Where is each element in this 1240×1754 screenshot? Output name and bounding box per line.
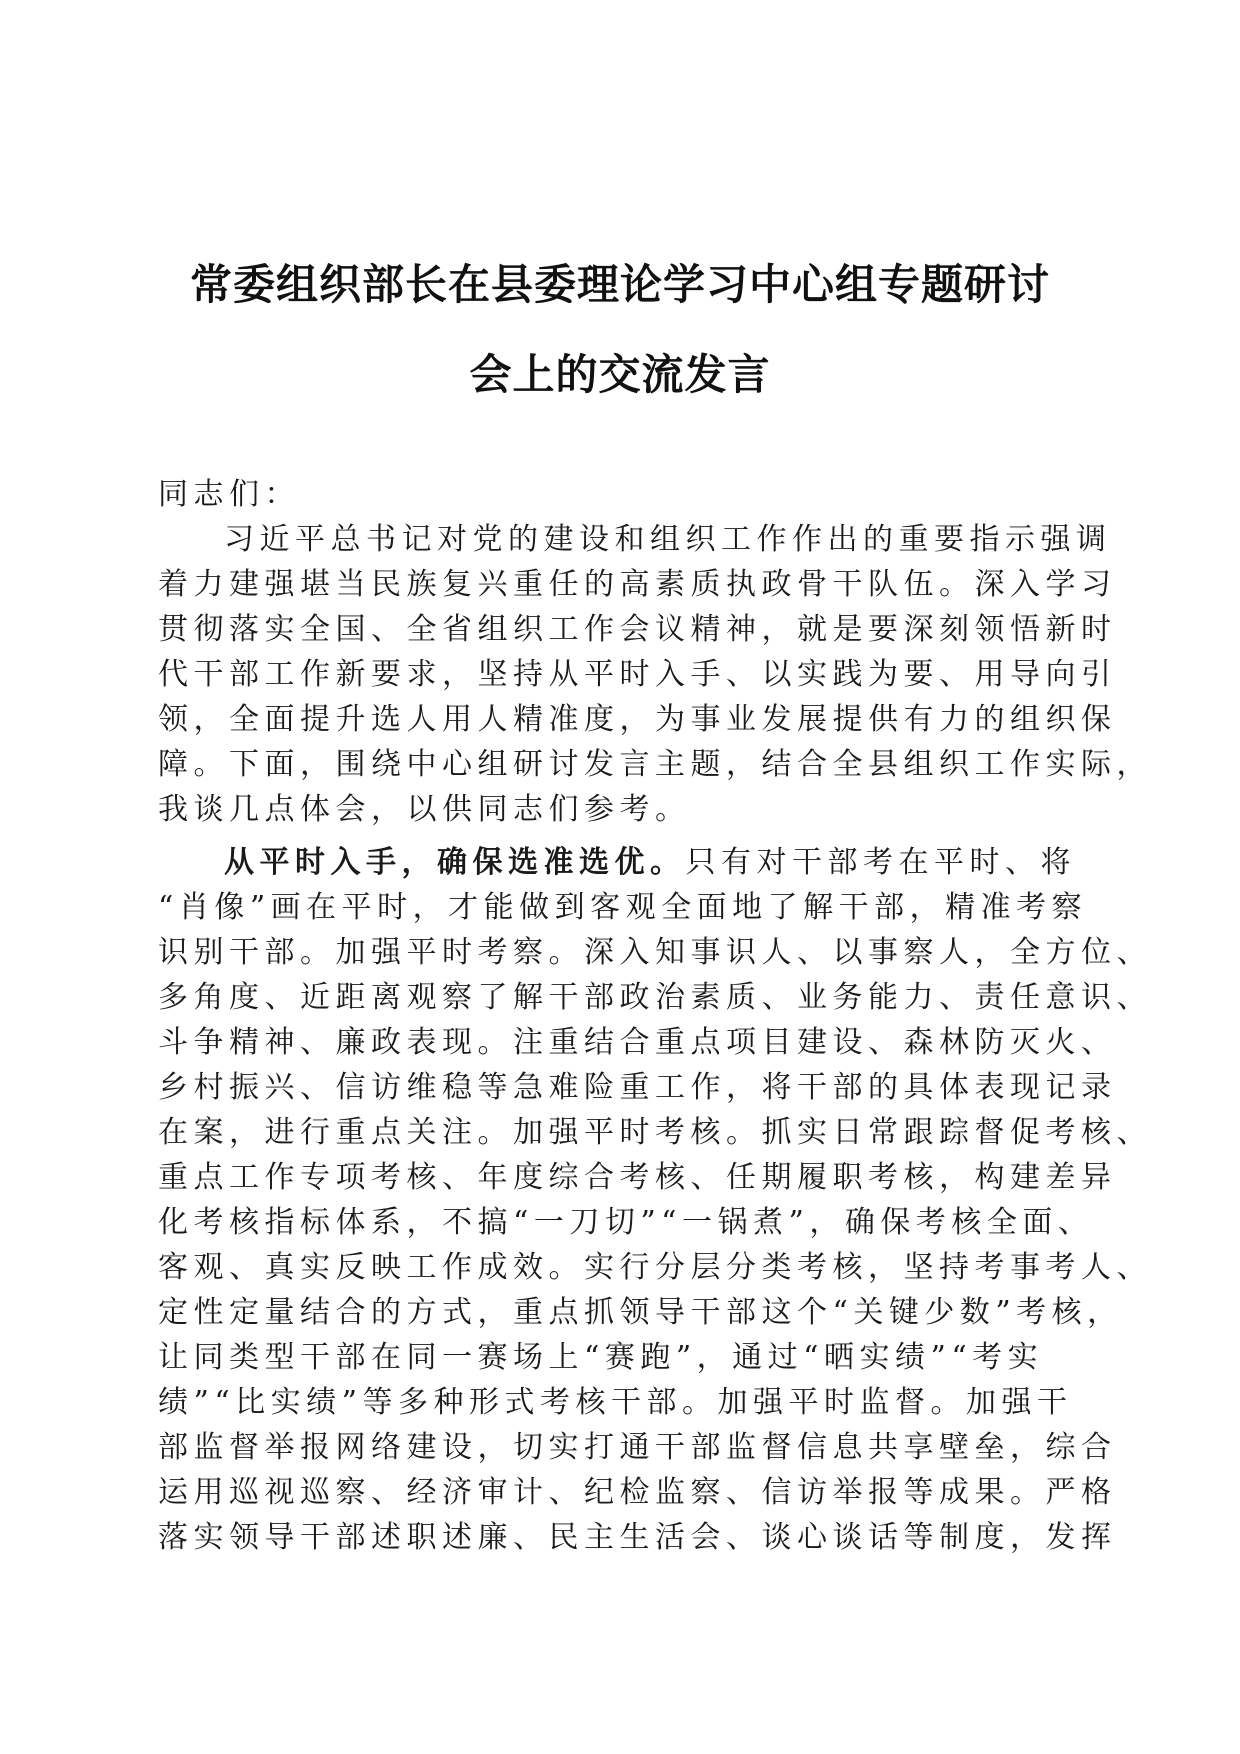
document-title — [150, 240, 1090, 420]
paragraph-line: 领，全面提升选人用人精准度，为事业发展提供有力的组织保 — [158, 702, 1117, 737]
paragraph-line: 习近平总书记对党的建设和组织工作作出的重要指示强调 — [224, 522, 1112, 557]
paragraph-line: 客观、真实反映工作成效。实行分层分类考核，坚持考事考人、 — [158, 1250, 1152, 1285]
paragraph-line: 重点工作专项考核、年度综合考核、任期履职考核，构建差异 — [158, 1160, 1117, 1195]
document-body — [158, 472, 1152, 1560]
paragraph-section-one — [158, 840, 1152, 1560]
paragraph-line: 落实领导干部述职述廉、民主生活会、谈心谈话等制度，发挥 — [158, 1520, 1117, 1555]
paragraph-line: 让同类型干部在同一赛场上“赛跑”，通过“晒实绩”“考实 — [158, 1340, 1044, 1375]
paragraph-first-line — [158, 840, 1080, 885]
paragraph-line: 着力建强堪当民族复兴重任的高素质执政骨干队伍。深入学习 — [158, 567, 1117, 602]
paragraph-intro — [158, 517, 1152, 832]
greeting: 同志们： — [158, 477, 300, 512]
paragraph-line: 贯彻落实全国、全省组织工作会议精神，就是要深刻领悟新时 — [158, 612, 1117, 647]
paragraph-line: 识别干部。加强平时考察。深入知事识人、以事察人，全方位、 — [158, 935, 1152, 970]
paragraph-line: 部监督举报网络建设，切实打通干部监督信息共享壁垒，综合 — [158, 1430, 1117, 1465]
paragraph-line: 代干部工作新要求，坚持从平时入手、以实践为要、用导向引 — [158, 657, 1117, 692]
title-line-1: 常委组织部长在县委理论学习中心组专题研讨 — [189, 260, 1050, 309]
paragraph-line: 在案，进行重点关注。加强平时考核。抓实日常跟踪督促考核、 — [158, 1115, 1152, 1150]
paragraph-line: 障。下面，围绕中心组研讨发言主题，结合全县组织工作实际， — [158, 747, 1152, 782]
title-line-2: 会上的交流发言 — [469, 350, 771, 399]
paragraph-line: 运用巡视巡察、经济审计、纪检监察、信访举报等成果。严格 — [158, 1475, 1117, 1510]
paragraph-line: 绩”“比实绩”等多种形式考核干部。加强平时监督。加强干 — [158, 1385, 1073, 1420]
paragraph-spacer — [158, 832, 1080, 840]
paragraph-line: 多角度、近距离观察了解干部政治素质、业务能力、责任意识、 — [158, 980, 1152, 1015]
paragraph-line: 乡村振兴、信访维稳等急难险重工作，将干部的具体表现记录 — [158, 1070, 1117, 1105]
section-heading: 从平时入手，确保选准选优。 — [224, 845, 686, 880]
paragraph-line: 定性定量结合的方式，重点抓领导干部这个“关键少数”考核， — [158, 1295, 1123, 1330]
paragraph-line: 斗争精神、廉政表现。注重结合重点项目建设、森林防灭火、 — [158, 1025, 1117, 1060]
paragraph-line-rest: 只有对干部考在平时、将 — [685, 845, 1076, 880]
paragraph-line: 化考核指标体系，不搞“一刀切”“一锅煮”，确保考核全面、 — [158, 1205, 1094, 1240]
paragraph-line: “肖像”画在平时，才能做到客观全面地了解干部，精准考察 — [158, 890, 1088, 925]
paragraph-line: 我谈几点体会，以供同志们参考。 — [158, 792, 691, 827]
